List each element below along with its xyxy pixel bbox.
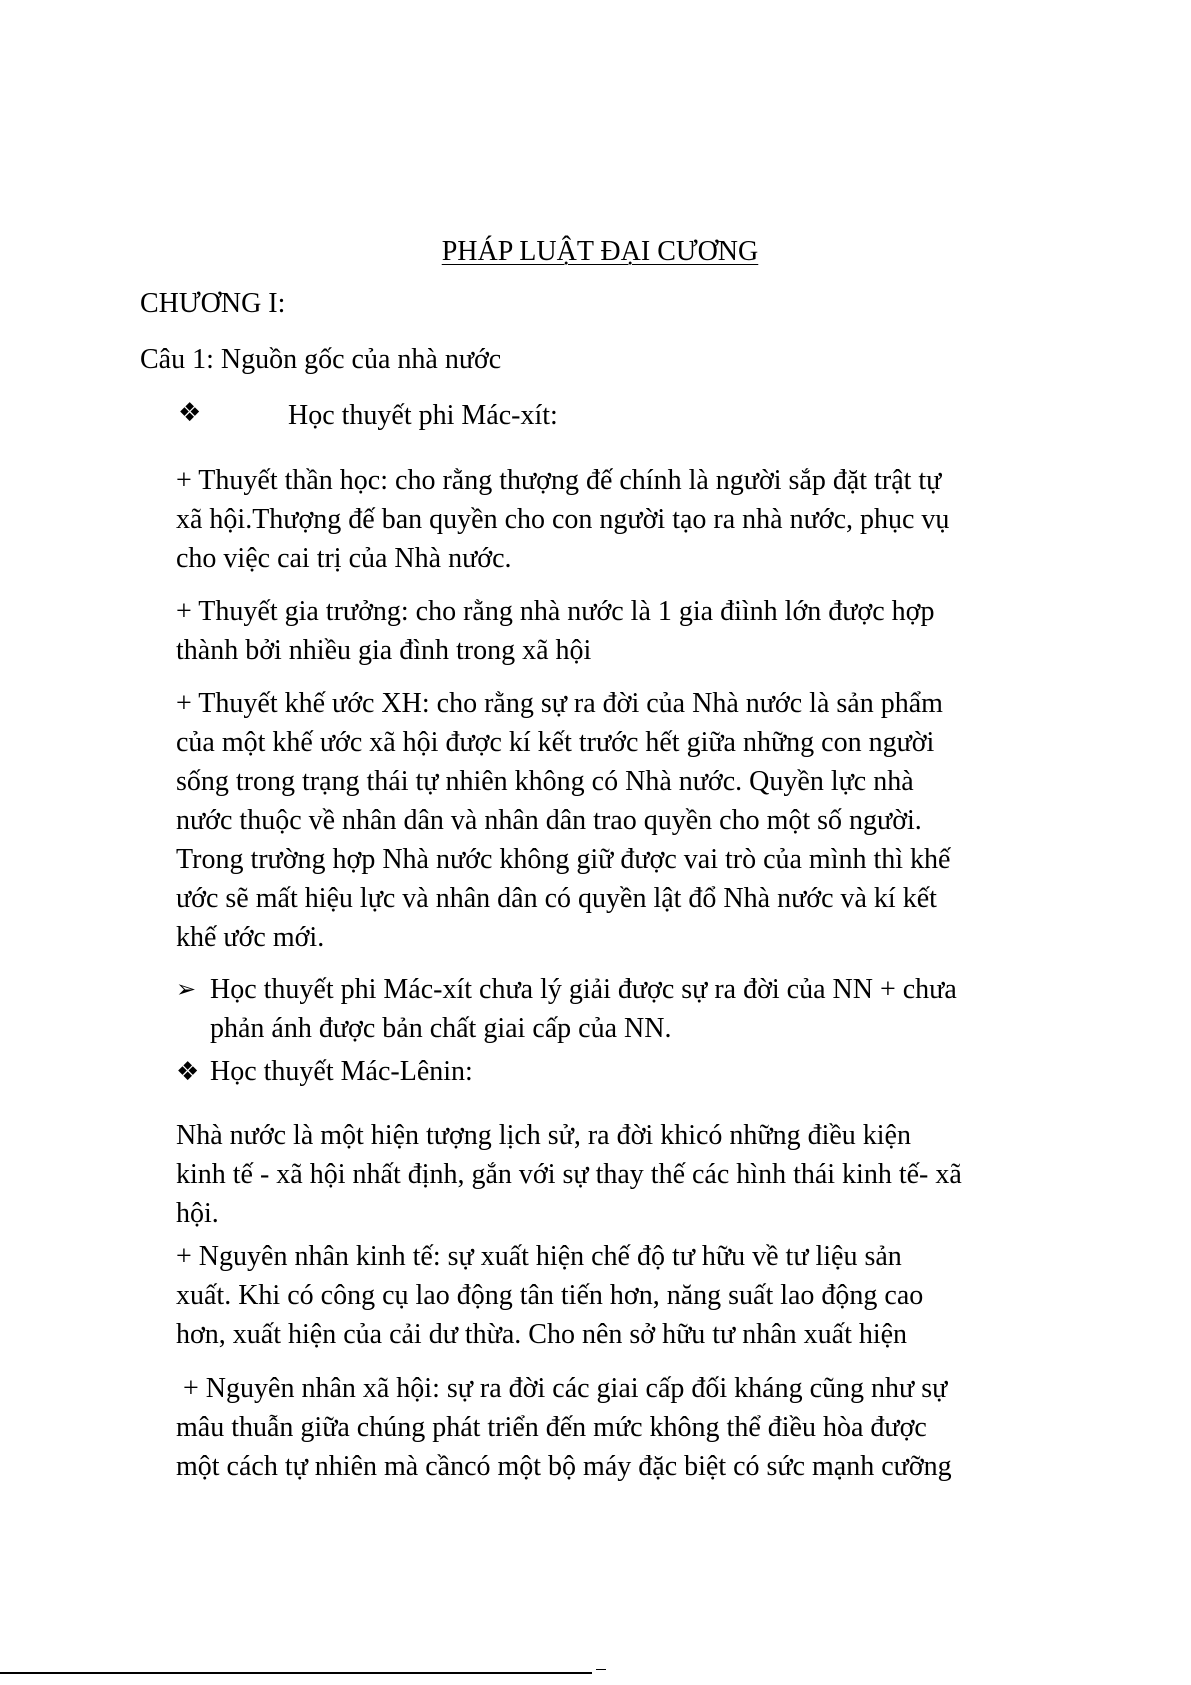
text-line: khế ước mới. [176, 922, 325, 953]
paragraph-theology-theory [176, 461, 1076, 578]
text-line: Trong trường hợp Nhà nước không giữ được vai trò của mình thì khế [176, 844, 951, 875]
text-line: + Nguyên nhân kinh tế: sự xuất hiện chế độ tư hữu về tư liệu sản [176, 1241, 902, 1272]
paragraph-state-definition [176, 1116, 1076, 1233]
paragraph-economic-cause [176, 1237, 1076, 1354]
page-title: PHÁP LUẬT ĐẠI CƯƠNG [441, 236, 759, 267]
diamond-bullet-icon: ❖ [176, 1057, 200, 1087]
footer-divider-mark [596, 1669, 606, 1670]
text-line: cho việc cai trị của Nhà nước. [176, 543, 512, 574]
question-heading: Câu 1: Nguồn gốc của nhà nước [140, 344, 502, 375]
text-line: xuất. Khi có công cụ lao động tân tiến hơn, năng suất lao động cao [176, 1280, 924, 1311]
text-line: + Thuyết thần học: cho rằng thượng đế chính là người sắp đặt trật tự [176, 465, 942, 496]
diamond-bullet-icon: ❖ [178, 398, 202, 428]
text-line: sống trong trạng thái tự nhiên không có Nhà nước. Quyền lực nhà [176, 766, 914, 797]
text-line: + Thuyết khế ước XH: cho rằng sự ra đời của Nhà nước là sản phẩm [176, 688, 943, 719]
text-line: hội. [176, 1198, 219, 1229]
paragraph-patriarchal-theory [176, 592, 1076, 670]
section-heading-marxist-leninist: Học thuyết Mác-Lênin: [210, 1056, 473, 1087]
text-line: của một khế ước xã hội được kí kết trước hết giữa những con người [176, 727, 935, 758]
text-line: xã hội.Thượng đế ban quyền cho con người tạo ra nhà nước, phục vụ [176, 504, 950, 535]
paragraph-social-cause [176, 1369, 1076, 1486]
text-line: Học thuyết phi Mác-xít chưa lý giải được sự ra đời của NN + chưa [210, 974, 957, 1005]
text-line: + Nguyên nhân xã hội: sự ra đời các giai cấp đối kháng cũng như sự [176, 1373, 948, 1404]
chapter-heading: CHƯƠNG I: [140, 288, 286, 319]
text-line: kinh tế - xã hội nhất định, gắn với sự thay thế các hình thái kinh tế- xã [176, 1159, 962, 1190]
text-line: phản ánh được bản chất giai cấp của NN. [210, 1013, 672, 1044]
text-line: Nhà nước là một hiện tượng lịch sử, ra đời khicó những điều kiện [176, 1120, 911, 1151]
footer-divider [0, 1672, 592, 1674]
section-heading-non-marxist: Học thuyết phi Mác-xít: [288, 400, 558, 431]
text-line: nước thuộc về nhân dân và nhân dân trao quyền cho một số người. [176, 805, 922, 836]
text-line: ước sẽ mất hiệu lực và nhân dân có quyền lật đổ Nhà nước và kí kết [176, 883, 937, 914]
paragraph-social-contract-theory [176, 684, 1076, 957]
text-line: hơn, xuất hiện của cải dư thừa. Cho nên sở hữu tư nhân xuất hiện [176, 1319, 908, 1350]
text-line: + Thuyết gia trưởng: cho rằng nhà nước là 1 gia điình lớn được hợp [176, 596, 935, 627]
text-line: thành bởi nhiều gia đình trong xã hội [176, 635, 592, 666]
text-line: một cách tự nhiên mà cầncó một bộ máy đặc biệt có sức mạnh cưỡng [176, 1451, 952, 1482]
text-line: mâu thuẫn giữa chúng phát triển đến mức không thể điều hòa được [176, 1412, 927, 1443]
conclusion-non-marxist [210, 970, 1090, 1048]
arrow-bullet-icon: ➢ [176, 975, 197, 1003]
